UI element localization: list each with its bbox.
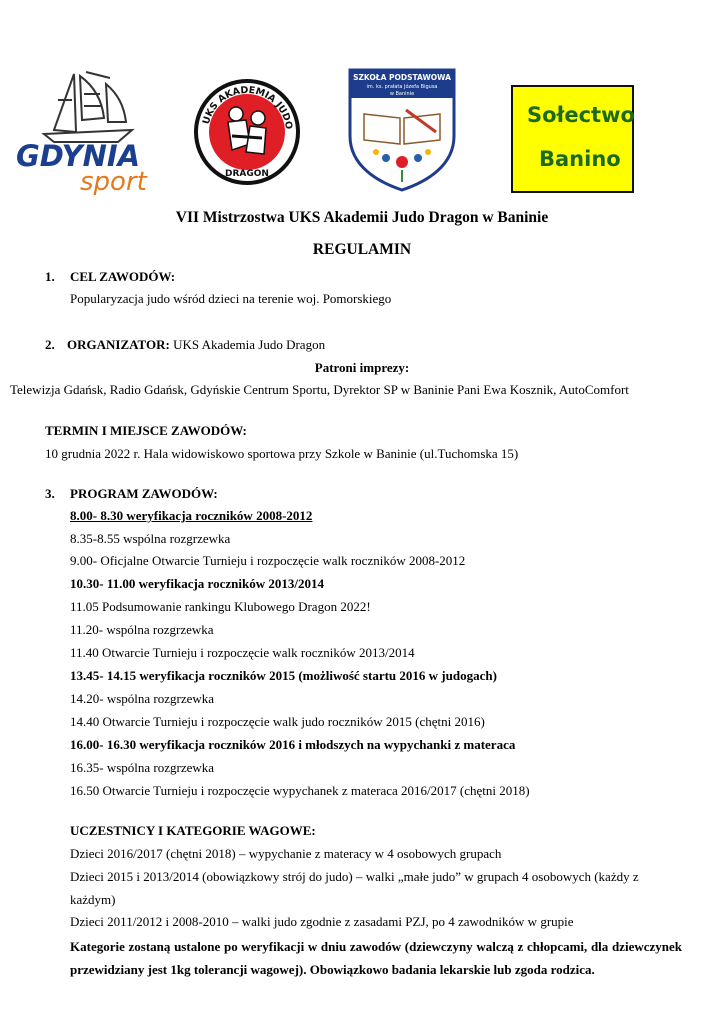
patrons-heading: Patroni imprezy: — [314, 360, 410, 375]
program-item: 16.50 Otwarcie Turnieju i rozpoczęcie wypychanek z materaca 2016/2017 (chętni 2018) — [70, 783, 530, 798]
uks-ring-text: UKS AKADEMIA JUDO — [200, 84, 295, 131]
school-location-text: w Baninie — [389, 91, 415, 97]
section2-number: 2. — [45, 337, 55, 352]
solectwo-text: Sołectwo — [527, 103, 635, 127]
program-item: 11.05 Podsumowanie rankingu Klubowego Dragon 2022! — [70, 599, 371, 614]
section2-text: UKS Akademia Judo Dragon — [169, 337, 326, 352]
section1-number: 1. — [45, 269, 55, 284]
section2-line — [45, 336, 325, 354]
program-item: 8.35-8.55 wspólna rozgrzewka — [70, 531, 231, 546]
program-item: 14.20- wspólna rozgrzewka — [70, 691, 215, 706]
program-item: 8.00- 8.30 weryfikacja roczników 2008-2012 — [70, 508, 313, 523]
section1-text: Popularyzacja judo wśród dzieci na terenie woj. Pomorskiego — [70, 291, 392, 306]
gdynia-text: GDYNIA — [16, 139, 141, 173]
program-item: 16.00- 16.30 weryfikacja roczników 2016 i młodszych na wypychanki z materaca — [70, 737, 516, 752]
participants-heading: UCZESTNICY I KATEGORIE WAGOWE: — [70, 823, 316, 838]
patrons-text: Telewizja Gdańsk, Radio Gdańsk, Gdyńskie Centrum Sportu, Dyrektor SP w Baninie Pani Ewa Kosznik, AutoComfort — [10, 382, 629, 397]
banino-text: Banino — [539, 147, 621, 171]
document-title: VII Mistrzostwa UKS Akademii Judo Dragon w Baninie — [175, 209, 549, 226]
program-item: 11.40 Otwarcie Turnieju i rozpoczęcie walk roczników 2013/2014 — [70, 645, 415, 660]
program-item: 16.35- wspólna rozgrzewka — [70, 760, 215, 775]
solectwo-banino-logo — [511, 85, 634, 193]
section2-heading: ORGANIZATOR: — [67, 337, 170, 352]
sport-text: sport — [80, 167, 147, 195]
section1-heading: CEL ZAWODÓW: — [70, 269, 176, 284]
gdynia-sport-logo — [14, 70, 156, 195]
uks-dragon-text: DRAGON — [225, 169, 269, 179]
program-item: 14.40 Otwarcie Turnieju i rozpoczęcie walk judo roczników 2015 (chętni 2016) — [70, 714, 485, 729]
program-item: 13.45- 14.15 weryfikacja roczników 2015 (możliwość startu 2016 w judogach) — [70, 668, 497, 683]
termin-heading: TERMIN I MIEJSCE ZAWODÓW: — [45, 423, 247, 438]
participants-note: Kategorie zostaną ustalone po weryfikacji w dniu zawodów (dziewczyny walczą z chłopcami, dla dziewczynek przewidziany jest 1kg tolerancji wagowej). Obowiązkowo badania lekarskie lub zgoda rodzica. — [70, 939, 682, 977]
program-item: 9.00- Oficjalne Otwarcie Turnieju i rozpoczęcie walk roczników 2008-2012 — [70, 553, 466, 568]
document-subtitle: REGULAMIN — [312, 241, 412, 258]
section3-heading: PROGRAM ZAWODÓW: — [70, 486, 218, 501]
school-name-text: SZKOŁA PODSTAWOWA — [353, 73, 451, 82]
program-item: 10.30- 11.00 weryfikacja roczników 2013/2014 — [70, 576, 324, 591]
school-crest-logo — [346, 66, 458, 192]
program-item: 11.20- wspólna rozgrzewka — [70, 622, 214, 637]
school-patron-text: im. ks. prałata Józefa Bigusa — [366, 84, 438, 90]
termin-text: 10 grudnia 2022 r. Hala widowiskowo sportowa przy Szkole w Baninie (ul.Tuchomska 15) — [45, 446, 519, 461]
participants-line: Dzieci 2011/2012 i 2008-2010 – walki judo zgodnie z zasadami PZJ, po 4 zawodników w grupie — [70, 914, 574, 929]
participants-line: Dzieci 2016/2017 (chętni 2018) – wypychanie z materacy w 4 osobowych grupach — [70, 846, 502, 861]
uks-akademia-judo-logo — [192, 74, 302, 190]
section3-number: 3. — [45, 486, 55, 501]
participants-line: Dzieci 2015 i 2013/2014 (obowiązkowy strój do judo) – walki „małe judo” w grupach 4 osobowych (każdy z każdym) — [70, 869, 639, 907]
